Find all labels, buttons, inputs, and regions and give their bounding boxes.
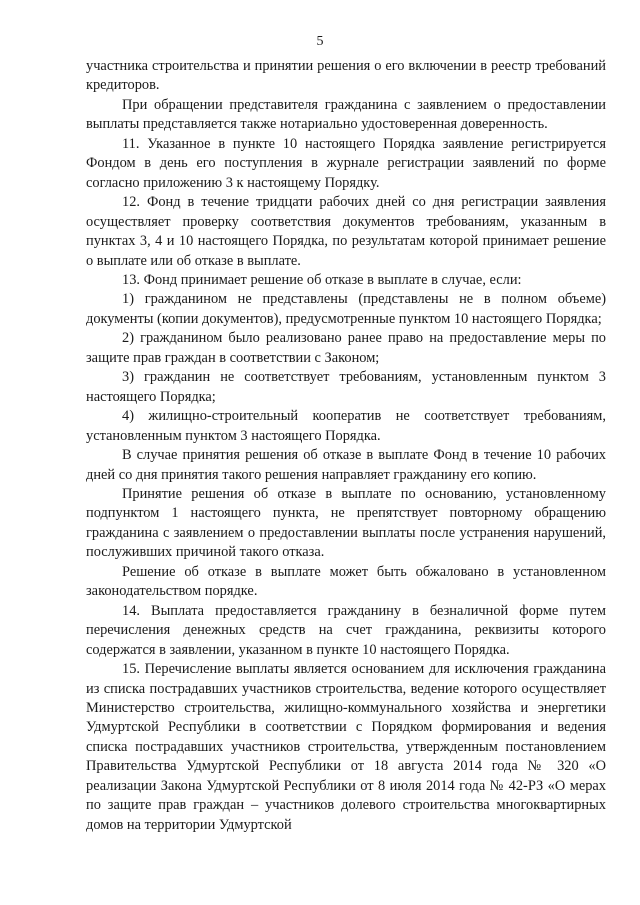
paragraph-subclause-3: 3) гражданин не соответствует требованиям, установленным пунктом 3 настоящего Порядка; [86,369,606,405]
page-number: 5 [316,34,324,49]
paragraph-continuation: участника строительства и принятии решения о его включении в реестр требований кредиторов. [86,58,606,94]
paragraph-clause-13: 13. Фонд принимает решение об отказе в выплате в случае, если: [122,271,522,288]
paragraph-clause-12: 12. Фонд в течение тридцати рабочих дней со дня регистрации заявления осуществляет проверку соответствия документов требованиям, указанным в пунктах 3, 4 и 10 настоящего Порядка, по результатам которой принимает решение о выплате или об отказе в выплате. [86,194,606,269]
paragraph-subclause-2: 2) гражданином было реализовано ранее право на предоставление меры по защите прав граждан в соответствии с Законом; [86,330,606,366]
paragraph-clause-14: 14. Выплата предоставляется гражданину в безналичной форме путем перечисления денежных средств на счет гражданина, реквизиты которого содержатся в заявлении, указанном в пункте 10 настоящего Порядка. [86,602,606,658]
paragraph-representative: При обращении представителя гражданина с заявлением о предоставлении выплаты представляется также нотариально удостоверенная доверенность. [86,96,606,133]
paragraph-clause-15: 15. Перечисление выплаты является основанием для исключения гражданина из списка пострадавших участников строительства, ведение которого осуществляет Министерство строительства, жилищно-коммунального хозяйства и энергетики Удмуртской Республики в соответствии с Порядком формирования и ведения списка пострадавших участников строительства, утвержденным постановлением Правительства Удмуртской Республики от 18 августа 2014 года № 320 «О реализации Закона Удмуртской Республики от 8 июля 2014 года № 42-РЗ «О мерах по защите прав граждан – участников долевого строительства многоквартирных домов на территории Удмуртской [86,661,606,833]
paragraph-subclause-1: 1) гражданином не представлены (представлены не в полном объеме) документы (копии документов), предусмотренные пунктом 10 настоящего Порядка; [86,291,606,327]
paragraph-appeal: Решение об отказе в выплате может быть обжаловано в установленном законодательством порядке. [86,563,606,600]
paragraph-clause-11: 11. Указанное в пункте 10 настоящего Порядка заявление регистрируется Фондом в день его поступления в журнале регистрации заявлений по форме согласно приложению 3 к настоящему Порядку. [86,135,606,191]
document-body [86,57,606,835]
paragraph-refusal-notice: В случае принятия решения об отказе в выплате Фонд в течение 10 рабочих дней со дня принятия такого решения направляет гражданину его копию. [86,447,606,483]
paragraph-reapplication: Принятие решения об отказе в выплате по основанию, установленному подпунктом 1 настоящего пункта, не препятствует повторному обращению гражданина с заявлением о предоставлении выплаты после устранения нарушений, послуживших причиной такого отказа. [86,485,606,561]
paragraph-subclause-4: 4) жилищно-строительный кооператив не соответствует требованиям, установленным пунктом 3 настоящего Порядка. [86,408,606,444]
